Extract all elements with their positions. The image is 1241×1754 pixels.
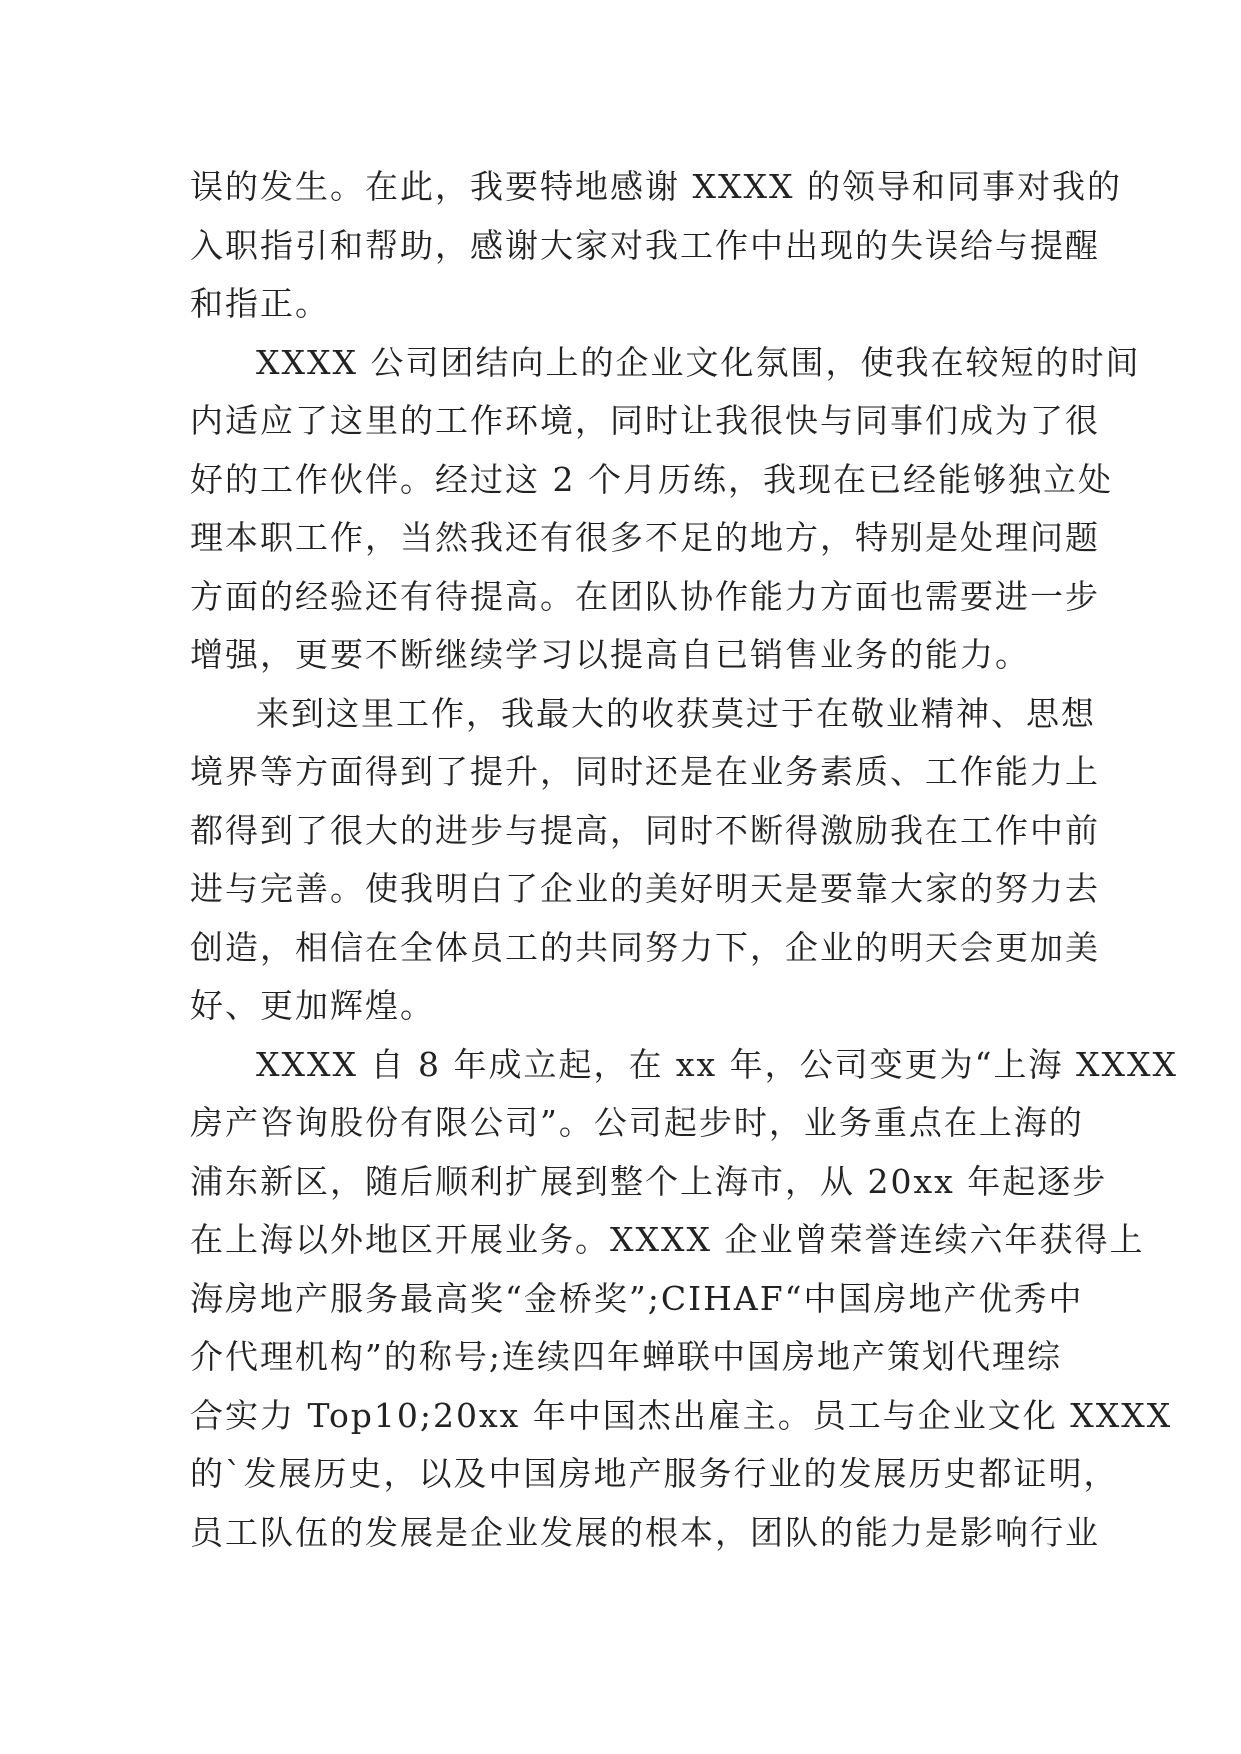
text-line: 增强，更要不断继续学习以提高自已销售业务的能力。 <box>190 635 1030 674</box>
text-line: 介代理机构”的称号;连续四年蝉联中国房地产策划代理综 <box>190 1337 1062 1376</box>
text-line: 的`发展历史，以及中国房地产服务行业的发展历史都证明， <box>190 1454 1119 1493</box>
text-line: 好的工作伙伴。经过这 2 个月历练，我现在已经能够独立处 <box>190 459 1113 499</box>
text-line: 好、更加辉煌。 <box>190 986 435 1025</box>
text-line: 进与完善。使我明白了企业的美好明天是要靠大家的努力去 <box>190 869 1100 908</box>
text-line: 海房地产服务最高奖“金桥奖”;CIHAF“中国房地产优秀中 <box>190 1278 1084 1318</box>
text-line: 合实力 Top10;20xx 年中国杰出雇主。员工与企业文化 XXXX <box>190 1395 1173 1435</box>
paragraph-first-line: XXXX 公司团结向上的企业文化氛围，使我在较短的时间 <box>256 342 1141 382</box>
text-line: 理本职工作，当然我还有很多不足的地方，特别是处理问题 <box>190 518 1100 557</box>
text-line: 员工队伍的发展是企业发展的根本，团队的能力是影响行业 <box>190 1512 1100 1552</box>
text-line: 房产咨询股份有限公司”。公司起步时，业务重点在上海的 <box>190 1103 1084 1142</box>
document-body <box>190 158 1178 1562</box>
paragraph-first-line: 来到这里工作，我最大的收获莫过于在敬业精神、思想 <box>256 693 1096 733</box>
text-line: 境界等方面得到了提升，同时还是在业务素质、工作能力上 <box>190 752 1100 791</box>
text-line: 入职指引和帮助，感谢大家对我工作中出现的失误给与提醒 <box>190 225 1100 265</box>
text-line: 和指正。 <box>190 284 330 323</box>
text-line: 方面的经验还有待提高。在团队协作能力方面也需要进一步 <box>190 576 1100 616</box>
paragraph-first-line: XXXX 自 8 年成立起，在 xx 年，公司变更为“上海 XXXX <box>256 1044 1178 1084</box>
text-line: 浦东新区，随后顺利扩展到整个上海市，从 20xx 年起逐步 <box>190 1161 1108 1201</box>
text-line: 内适应了这里的工作环境，同时让我很快与同事们成为了很 <box>190 401 1100 440</box>
text-line: 在上海以外地区开展业务。XXXX 企业曾荣誉连续六年获得上 <box>190 1220 1145 1259</box>
text-line: 误的发生。在此，我要特地感谢 XXXX 的领导和同事对我的 <box>190 167 1122 206</box>
text-line: 创造，相信在全体员工的共同努力下，企业的明天会更加美 <box>190 927 1100 967</box>
text-line: 都得到了很大的进步与提高，同时不断得激励我在工作中前 <box>190 810 1100 850</box>
